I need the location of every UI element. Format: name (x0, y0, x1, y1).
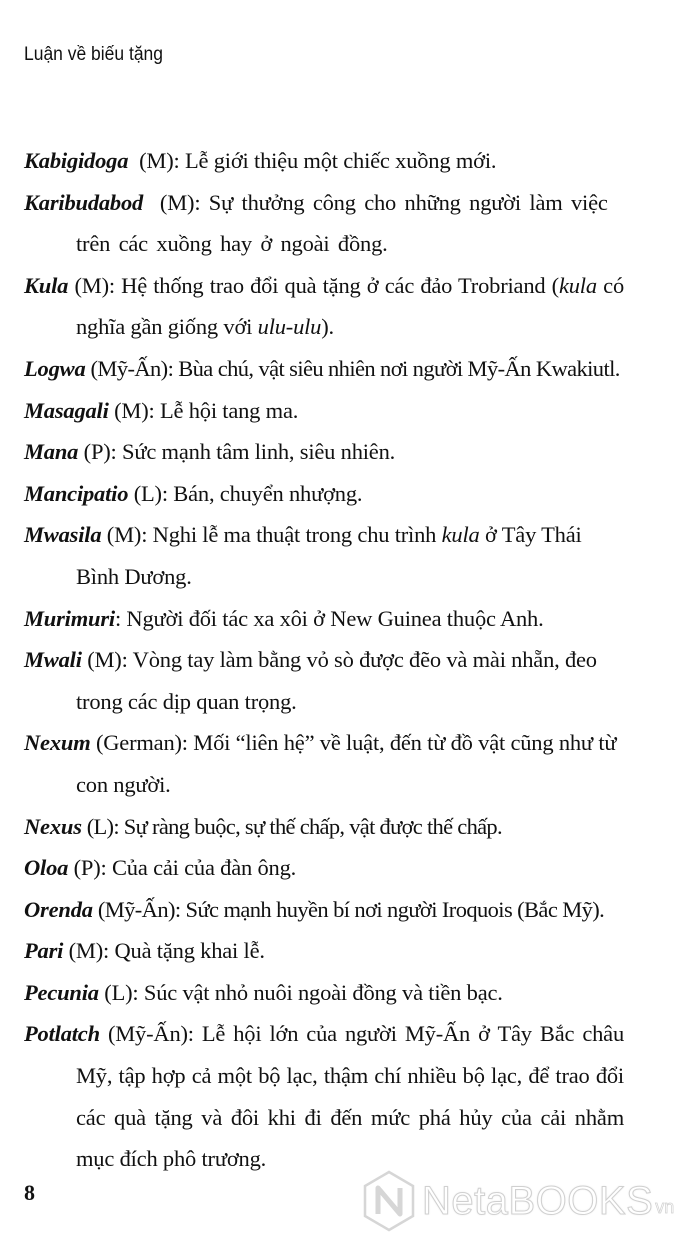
glossary-term: Oloa (24, 855, 69, 881)
glossary-term: Mwali (24, 647, 82, 673)
glossary-entry (24, 390, 624, 432)
glossary-definition: (M): Vòng tay làm bằng vỏ sò được đẽo và mài nhẵn, đeo trong các dịp quan trọng. (76, 647, 597, 714)
glossary-definition: (L): Sự ràng buộc, sự thế chấp, vật được thế chấp. (81, 813, 502, 839)
glossary-term: Mana (24, 439, 79, 465)
glossary-entry (24, 140, 624, 182)
netabooks-logo-icon (362, 1170, 416, 1232)
glossary-definition-end: ). (321, 314, 334, 340)
glossary-entry (24, 598, 624, 640)
glossary-entry (24, 1013, 624, 1179)
glossary-definition: (M): Nghi lễ ma thuật trong chu trình (101, 522, 442, 548)
emphasis-term: kula (441, 522, 480, 548)
glossary-term: Orenda (24, 896, 93, 922)
glossary-term: Kula (24, 272, 69, 298)
glossary-definition: (Mỹ-Ấn): Sức mạnh huyền bí nơi người Iroquois (Bắc Mỹ). (92, 896, 605, 922)
glossary-entry (24, 348, 624, 390)
glossary-definition-cont: ở Tây Thái Bình Dương. (76, 522, 582, 589)
glossary-term: Karibudabod (24, 189, 144, 215)
glossary-entry (24, 889, 624, 931)
running-header: Luận về biếu tặng (24, 44, 163, 65)
glossary-term: Masagali (24, 397, 109, 423)
glossary-definition: (P): Của cải của đàn ông. (68, 855, 297, 881)
glossary-entry (24, 182, 624, 265)
glossary-definition: (M): Hệ thống trao đổi quà tặng ở các đảo Trobriand ( (68, 272, 559, 298)
glossary-term: Potlatch (24, 1021, 100, 1047)
glossary-definition: (M): Quà tặng khai lễ. (63, 938, 265, 964)
glossary-term: Mancipatio (24, 480, 129, 506)
glossary-list (24, 140, 624, 1180)
page-number: 8 (24, 1180, 35, 1205)
glossary-entry (24, 972, 624, 1014)
glossary-definition: (P): Sức mạnh tâm linh, siêu nhiên. (78, 439, 396, 465)
glossary-term: Kabigidoga (24, 148, 129, 173)
glossary-term: Nexum (24, 730, 91, 756)
watermark-brand: NetaBOOKS (422, 1178, 654, 1223)
glossary-definition: (German): Mối “liên hệ” về luật, đến từ đồ vật cũng như từ con người. (76, 730, 617, 797)
glossary-entry (24, 806, 624, 848)
glossary-term: Pecunia (24, 979, 99, 1005)
glossary-definition: (Mỹ-Ấn): Bùa chú, vật siêu nhiên nơi người Mỹ-Ấn Kwakiutl. (85, 355, 620, 381)
glossary-entry (24, 722, 624, 805)
glossary-definition: (M): Sự thưởng công cho những người làm việc trên các xuồng hay ở ngoài đồng. (76, 189, 617, 257)
watermark-tld: vn (655, 1197, 675, 1217)
glossary-definition: (L): Súc vật nhỏ nuôi ngoài đồng và tiền bạc. (98, 979, 503, 1005)
glossary-term: Logwa (24, 355, 86, 381)
glossary-definition: (M): Lễ giới thiệu một chiếc xuồng mới. (128, 148, 497, 173)
glossary-definition: (L): Bán, chuyển nhượng. (128, 480, 363, 506)
glossary-entry (24, 431, 624, 473)
emphasis-term: kula (558, 272, 597, 298)
glossary-entry (24, 639, 624, 722)
glossary-definition-cont: có nghĩa gần giống với (76, 272, 624, 340)
glossary-entry (24, 514, 624, 597)
glossary-entry (24, 847, 624, 889)
glossary-definition: (Mỹ-Ấn): Lễ hội lớn của người Mỹ-Ấn ở Tây Bắc châu Mỹ, tập hợp cả một bộ lạc, thậm chí nhiều bộ lạc, để trao đổi các quà tặng và đôi khi đi đến mức phá hủy của cải nhằm mục đích phô trương. (76, 1021, 624, 1172)
glossary-term: Nexus (24, 813, 82, 839)
netabooks-watermark (362, 1168, 698, 1234)
glossary-term: Murimuri (24, 605, 115, 631)
glossary-term: Pari (24, 938, 64, 964)
glossary-entry (24, 265, 624, 348)
emphasis-term: ulu-ulu (257, 314, 322, 340)
glossary-definition: : Người đối tác xa xôi ở New Guinea thuộc Anh. (114, 605, 544, 631)
glossary-entry (24, 930, 624, 972)
glossary-entry (24, 473, 624, 515)
glossary-definition: (M): Lễ hội tang ma. (108, 397, 299, 423)
glossary-term: Mwasila (24, 522, 102, 548)
